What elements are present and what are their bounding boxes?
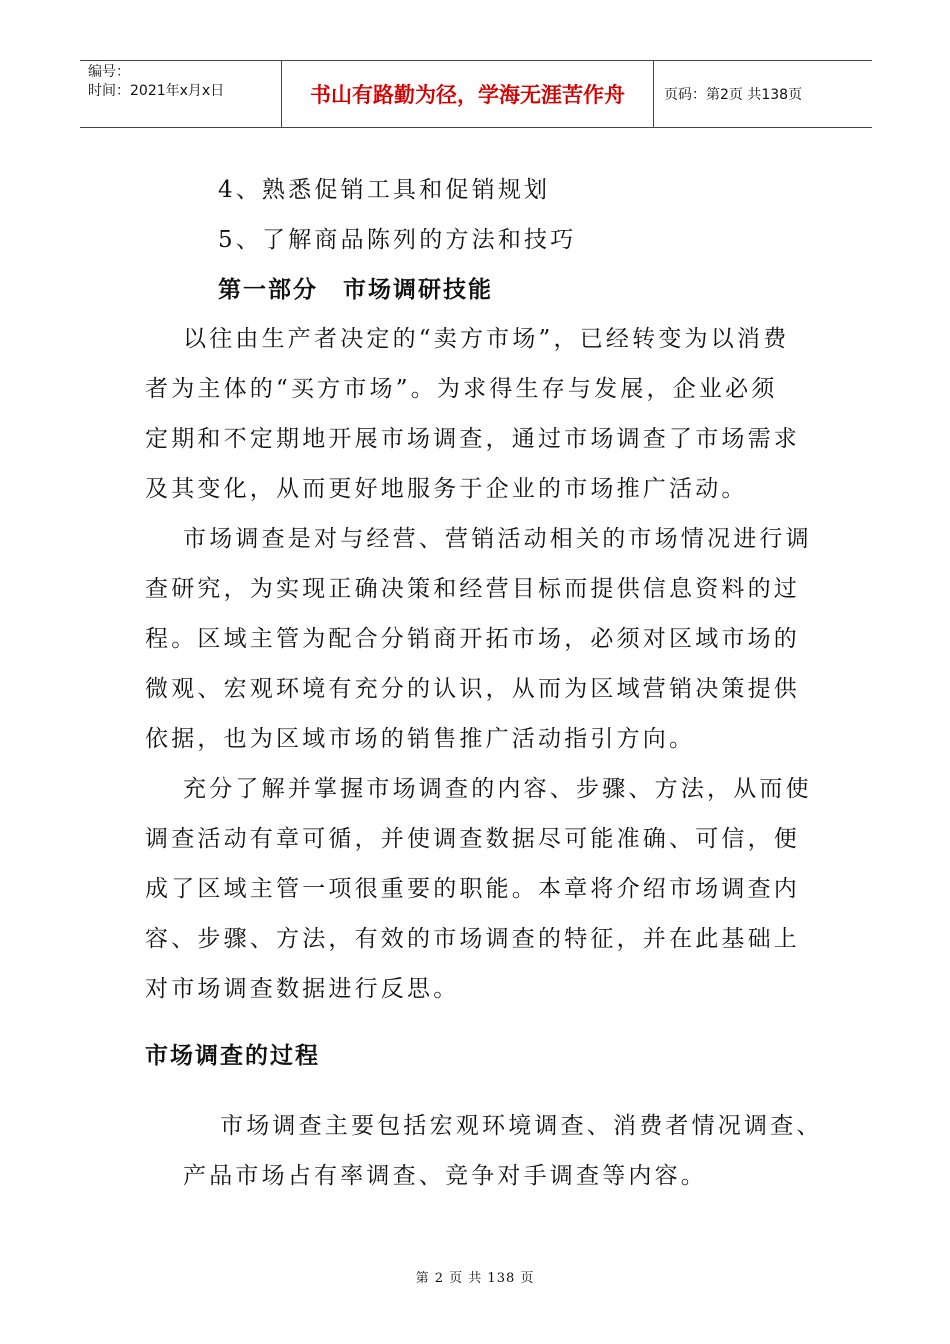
paragraph-line: 定期和不定期地开展市场调查，通过市场调查了市场需求 (145, 426, 800, 452)
paragraph-line: 及其变化，从而更好地服务于企业的市场推广活动。 (145, 476, 748, 502)
paragraph-line: 容、步骤、方法，有效的市场调查的特征，并在此基础上 (145, 926, 800, 952)
page-header (80, 60, 872, 128)
paragraph-line: 市场调查是对与经营、营销活动相关的市场情况进行调 (183, 526, 812, 552)
page-footer: 第 2 页 共 138 页 (415, 1271, 535, 1286)
date-label: 时间：2021年x月x日 (88, 83, 225, 99)
number-label: 编号： (88, 64, 130, 80)
paragraph-line: 依据，也为区域市场的销售推广活动指引方向。 (145, 726, 696, 752)
list-item: 4、熟悉促销工具和促销规划 (218, 177, 551, 203)
paragraph-line: 微观、宏观环境有充分的认识，从而为区域营销决策提供 (145, 676, 800, 702)
paragraph-line: 成了区域主管一项很重要的职能。本章将介绍市场调查内 (145, 876, 800, 902)
header-page-info: 页码：第2页 共138页 (664, 87, 803, 103)
list-item: 5、了解商品陈列的方法和技巧 (218, 227, 577, 253)
paragraph-line: 者为主体的“买方市场”。为求得生存与发展，企业必须 (145, 376, 778, 402)
paragraph-line: 市场调查主要包括宏观环境调查、消费者情况调查、 (220, 1113, 823, 1139)
paragraph-line: 以往由生产者决定的“卖方市场”，已经转变为以消费 (183, 326, 790, 352)
paragraph-line: 充分了解并掌握市场调查的内容、步骤、方法，从而使 (183, 776, 812, 802)
paragraph-line: 查研究，为实现正确决策和经营目标而提供信息资料的过 (145, 576, 800, 602)
paragraph-line: 程。区域主管为配合分销商开拓市场，必须对区域市场的 (145, 626, 800, 652)
paragraph-line: 对市场调查数据进行反思。 (145, 976, 460, 1002)
paragraph-line: 调查活动有章可循，并使调查数据尽可能准确、可信，便 (145, 826, 800, 852)
header-meta (80, 61, 282, 127)
paragraph-line: 产品市场占有率调查、竞争对手调查等内容。 (183, 1163, 707, 1189)
subheading: 市场调查的过程 (145, 1043, 320, 1069)
header-motto: 书山有路勤为径，学海无涯苦作舟 (282, 61, 654, 127)
section-title: 第一部分 市场调研技能 (218, 277, 493, 303)
